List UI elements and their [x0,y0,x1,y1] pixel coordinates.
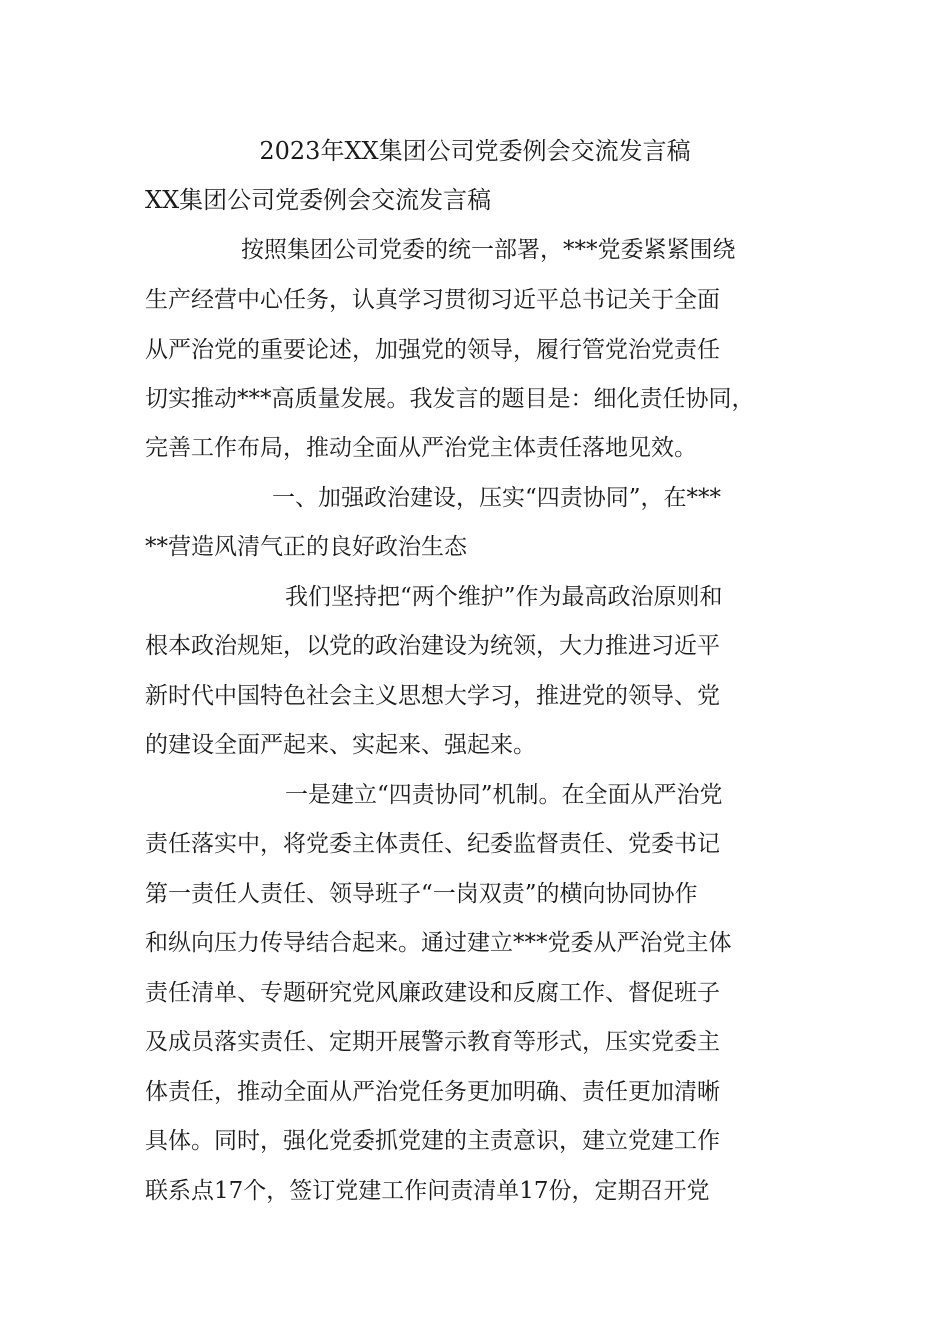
paragraph-line: 新时代中国特色社会主义思想大学习，推进党的领导、党 [145,683,720,709]
paragraph-line: 具体。同时，强化党委抓党建的主责意识，建立党建工作 [145,1128,720,1154]
paragraph-line: 体责任，推动全面从严治党任务更加明确、责任更加清晰 [145,1079,720,1105]
paragraph-line: 的建设全面严起来、实起来、强起来。 [145,732,536,758]
paragraph-line: 从严治党的重要论述，加强党的领导，履行管党治党责任 [145,337,720,363]
paragraph-line: 完善工作布局，推动全面从严治党主体责任落地见效。 [145,435,697,461]
paragraph-line: 根本政治规矩，以党的政治建设为统领，大力推进习近平 [145,633,720,659]
paragraph-line: 生产经营中心任务，认真学习贯彻习近平总书记关于全面 [145,287,720,313]
paragraph-line: 及成员落实责任、定期开展警示教育等形式，压实党委主 [145,1029,720,1055]
document-title: 2023年XX集团公司党委例会交流发言稿 [259,137,691,165]
paragraph-line: 责任落实中，将党委主体责任、纪委监督责任、党委书记 [145,831,720,857]
paragraph-line: 联系点17个，签订党建工作问责清单17份，定期召开党 [145,1178,710,1204]
paragraph-line: 切实推动***高质量发展。我发言的题目是：细化责任协同， [145,386,755,412]
paragraph-line: 一是建立“四责协同”机制。在全面从严治党 [285,782,723,808]
paragraph-line: 我们坚持把“两个维护”作为最高政治原则和 [285,584,723,610]
paragraph-line: 第一责任人责任、领导班子“一岗双责”的横向协同协作 [145,881,698,907]
paragraph-line: 按照集团公司党委的统一部署，***党委紧紧围绕 [241,237,736,263]
document-subtitle: XX集团公司党委例会交流发言稿 [145,186,492,214]
paragraph-line: 责任清单、专题研究党风廉政建设和反腐工作、督促班子 [145,980,720,1006]
section-heading-line: **营造风清气正的良好政治生态 [145,534,467,560]
section-heading-line: 一、加强政治建设，压实“四责协同”，在*** [272,485,722,511]
paragraph-line: 和纵向压力传导结合起来。通过建立***党委从严治党主体 [145,930,732,956]
